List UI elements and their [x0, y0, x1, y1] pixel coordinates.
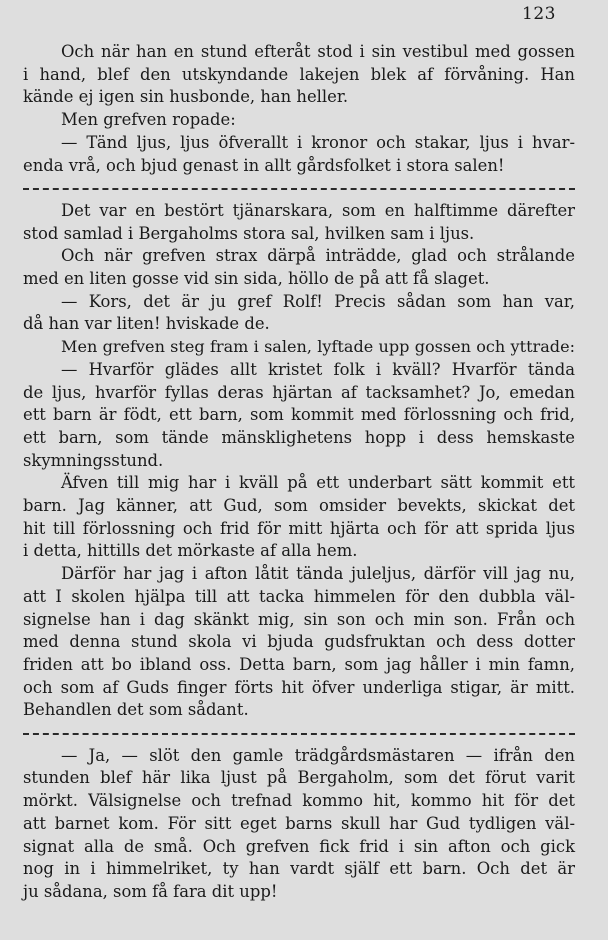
text-line: kände ej igen sin husbonde, han heller.: [23, 87, 349, 107]
text-line: — Tänd ljus, ljus öfverallt i kronor och stakar, ljus i hvar-: [61, 132, 575, 152]
text-line: då han var liten! hviskade de.: [23, 314, 270, 334]
text-line: — Ja, — slöt den gamle trädgårdsmästaren — ifrån den: [61, 745, 575, 765]
text-line: stunden blef här lika ljust på Bergaholm, som det förut varit: [23, 768, 575, 788]
text-line: de ljus, hvarför fyllas deras hjärtan af tacksamhet? Jo, emedan: [23, 382, 575, 402]
text-line: enda vrå, och bjud genast in allt gårdsfolket i stora salen!: [23, 155, 505, 175]
text-line: Men grefven ropade:: [61, 110, 236, 130]
text-line: med denna stund skola vi bjuda gudsfruktan och dess dotter: [23, 632, 575, 652]
page-text: [23, 41, 575, 904]
section-separator: [23, 177, 575, 200]
text-line: skymningsstund.: [23, 450, 164, 470]
text-line: Men grefven steg fram i salen, lyftade upp gossen och yttrade:: [61, 337, 575, 357]
text-line: Äfven till mig har i kväll på ett underbart sätt kommit ett: [61, 473, 575, 493]
text-line: ju sådana, som få fara dit upp!: [23, 881, 278, 901]
text-line: stod samlad i Bergaholms stora sal, hvilken sam i ljus.: [23, 223, 475, 243]
section-separator: [23, 722, 575, 745]
text-line: — Hvarför glädes allt kristet folk i kväll? Hvarför tända: [61, 359, 575, 379]
text-line: barn. Jag känner, att Gud, som omsider bevekts, skickat det: [23, 496, 575, 516]
text-line: i hand, blef den utskyndande lakejen blek af förvåning. Han: [23, 64, 575, 84]
text-line: hit till förlossning och frid för mitt hjärta och för att sprida ljus: [23, 518, 575, 538]
text-line: i detta, hittills det mörkaste af alla hem.: [23, 541, 358, 561]
text-line: ett barn är födt, ett barn, som kommit med förlossning och frid,: [23, 405, 575, 425]
text-line: Det var en bestört tjänarskara, som en halftimme därefter: [61, 200, 575, 220]
text-line: ett barn, som tände mänsklighetens hopp i dess hemskaste: [23, 427, 575, 447]
text-line: Och när han en stund efteråt stod i sin vestibul med gossen: [61, 42, 575, 61]
text-line: Därför har jag i afton låtit tända juleljus, därför vill jag nu,: [61, 564, 575, 584]
text-line: och som af Guds finger förts hit öfver underliga stigar, är mitt.: [23, 677, 575, 697]
page-number: 123: [522, 4, 556, 24]
text-line: friden att bo ibland oss. Detta barn, som jag håller i min famn,: [23, 654, 575, 674]
text-line: mörkt. Välsignelse och trefnad kommo hit, kommo hit för det: [23, 791, 575, 811]
text-line: signat alla de små. Och grefven fick frid i sin afton och gick: [23, 836, 575, 856]
text-line: signelse han i dag skänkt mig, sin son och min son. Från och: [23, 609, 575, 629]
text-line: att I skolen hjälpa till att tacka himmelen för den dubbla väl-: [23, 586, 575, 606]
text-line: att barnet kom. För sitt eget barns skull har Gud tydligen väl-: [23, 813, 575, 833]
text-line: Och när grefven strax därpå inträdde, glad och strålande: [61, 246, 575, 266]
text-line: med en liten gosse vid sin sida, höllo de på att få slaget.: [23, 269, 490, 289]
text-line: — Kors, det är ju gref Rolf! Precis sådan som han var,: [61, 291, 575, 311]
text-line: Behandlen det som sådant.: [23, 700, 249, 720]
text-line: nog in i himmelriket, ty han vardt själf ett barn. Och det är: [23, 859, 575, 879]
